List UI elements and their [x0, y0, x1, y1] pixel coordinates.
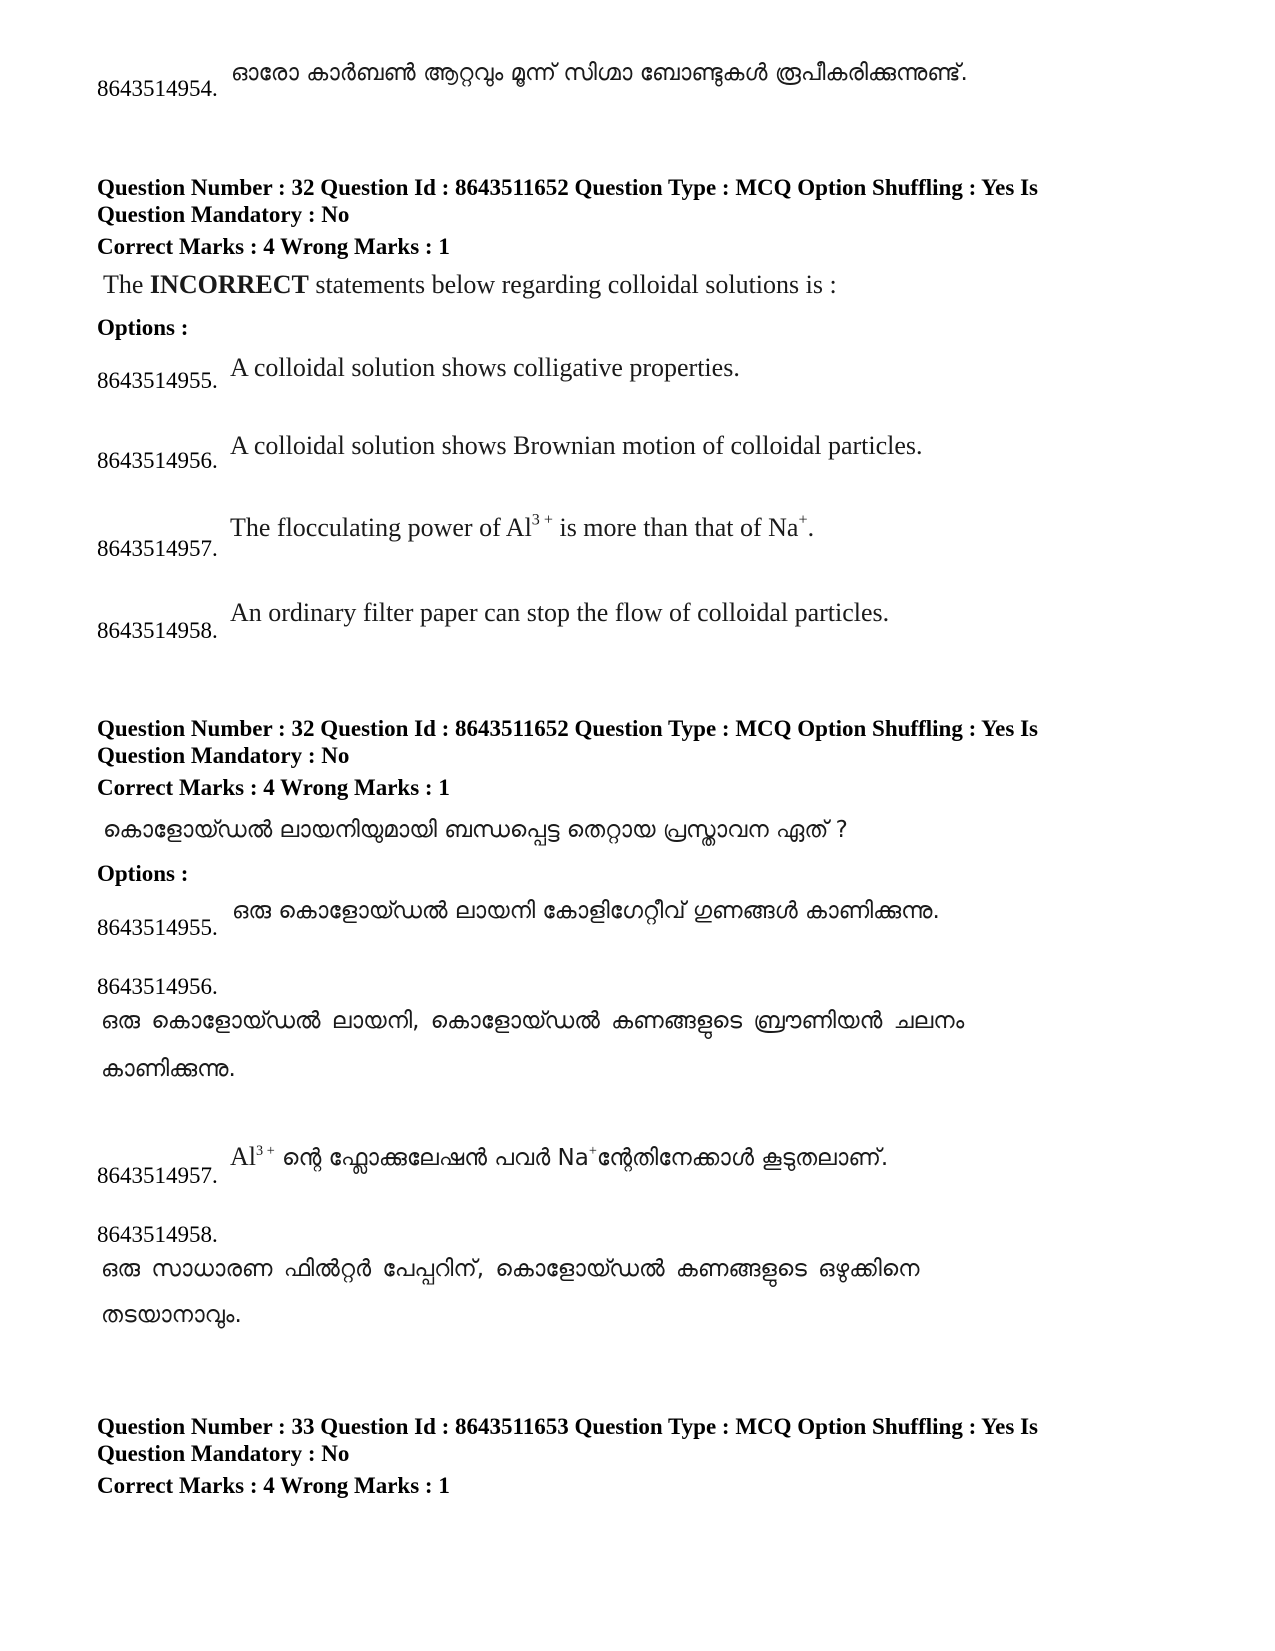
option-id: 8643514954. — [97, 76, 218, 101]
option-id: 8643514957. — [97, 536, 218, 561]
option-text: ഓരോ കാർബൺ ആറ്റവും മൂന്ന് സിഗ്മാ ബോണ്ടുകൾ രൂപീകരിക്കുന്നുണ്ട്. — [231, 60, 968, 86]
option-id: 8643514958. — [97, 618, 218, 643]
question-header-cont: Question Mandatory : No — [97, 1441, 350, 1466]
option-text: ഒരു സാധാരണ ഫിൽറ്റർ പേപ്പറിന്, കൊളോയ്ഡൽ കണങ്ങളുടെ ഒഴുക്കിനെ — [101, 1256, 920, 1282]
marks-line: Correct Marks : 4 Wrong Marks : 1 — [97, 234, 450, 259]
question-header: Question Number : 32 Question Id : 8643511652 Question Type : MCQ Option Shuffling : Yes Is — [97, 716, 1038, 741]
option-text-cont: തടയാനാവും. — [101, 1302, 242, 1328]
option-text: An ordinary filter paper can stop the flow of colloidal particles. — [230, 598, 890, 627]
option-id: 8643514956. — [97, 974, 218, 999]
option-text-cont: കാണിക്കുന്നു. — [101, 1056, 236, 1082]
option-id: 8643514955. — [97, 368, 218, 393]
option-text: The flocculating power of $Al^{3 +}$ is more than that of Na+. — [230, 511, 815, 542]
option-text: ഒരു കൊളോയ്ഡൽ ലായനി, കൊളോയ്ഡൽ കണങ്ങളുടെ ബ്രൗണിയൻ ചലനം — [101, 1008, 965, 1034]
stem-emphasis: INCORRECT — [149, 270, 309, 299]
option-id: 8643514958. — [97, 1222, 218, 1247]
marks-line: Correct Marks : 4 Wrong Marks : 1 — [97, 775, 450, 800]
question-header: Question Number : 32 Question Id : 8643511652 Question Type : MCQ Option Shuffling : Yes Is — [97, 175, 1038, 200]
options-label: Options : — [97, 315, 189, 340]
option-id: 8643514956. — [97, 448, 218, 473]
option-text: ഒരു കൊളോയ്ഡൽ ലായനി കോളിഗേറ്റീവ് ഗുണങ്ങൾ കാണിക്കുന്നു. — [232, 898, 940, 924]
option-id: 8643514955. — [97, 915, 218, 940]
question-header: Question Number : 33 Question Id : 8643511653 Question Type : MCQ Option Shuffling : Yes Is — [97, 1414, 1038, 1439]
question-header-cont: Question Mandatory : No — [97, 202, 350, 227]
option-text: $Al^{3 +}$ ന്റെ ഫ്ലോക്കുലേഷൻ പവർ Na+ന്റേതിനേക്കാൾ കൂടുതലാണ്. — [230, 1142, 889, 1171]
options-label: Options : — [97, 861, 189, 886]
option-text: A colloidal solution shows colligative properties. — [230, 353, 740, 382]
question-stem: കൊളോയ്ഡൽ ലായനിയുമായി ബന്ധപ്പെട്ട തെറ്റായ പ്രസ്താവന ഏത് ? — [103, 817, 848, 843]
question-stem: The INCORRECT statements below regarding colloidal solutions is : — [103, 270, 837, 299]
option-id: 8643514957. — [97, 1163, 218, 1188]
option-text: A colloidal solution shows Brownian motion of colloidal particles. — [230, 431, 923, 460]
question-header-cont: Question Mandatory : No — [97, 743, 350, 768]
marks-line: Correct Marks : 4 Wrong Marks : 1 — [97, 1473, 450, 1498]
